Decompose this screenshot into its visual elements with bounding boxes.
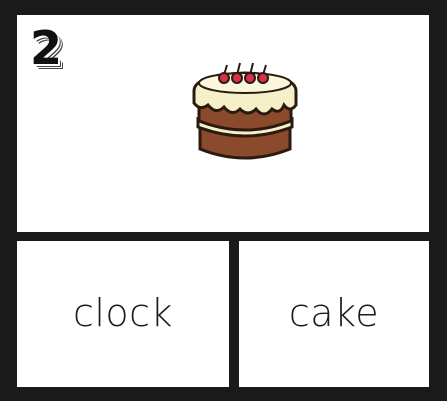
choice-clock[interactable] bbox=[17, 241, 229, 387]
cake-icon bbox=[180, 45, 310, 165]
card-number: 2 bbox=[30, 21, 63, 75]
picture-panel bbox=[17, 15, 429, 232]
choice-label-clock: clock bbox=[72, 291, 174, 335]
choice-label-cake: cake bbox=[288, 291, 380, 335]
choice-cake[interactable] bbox=[239, 241, 429, 387]
